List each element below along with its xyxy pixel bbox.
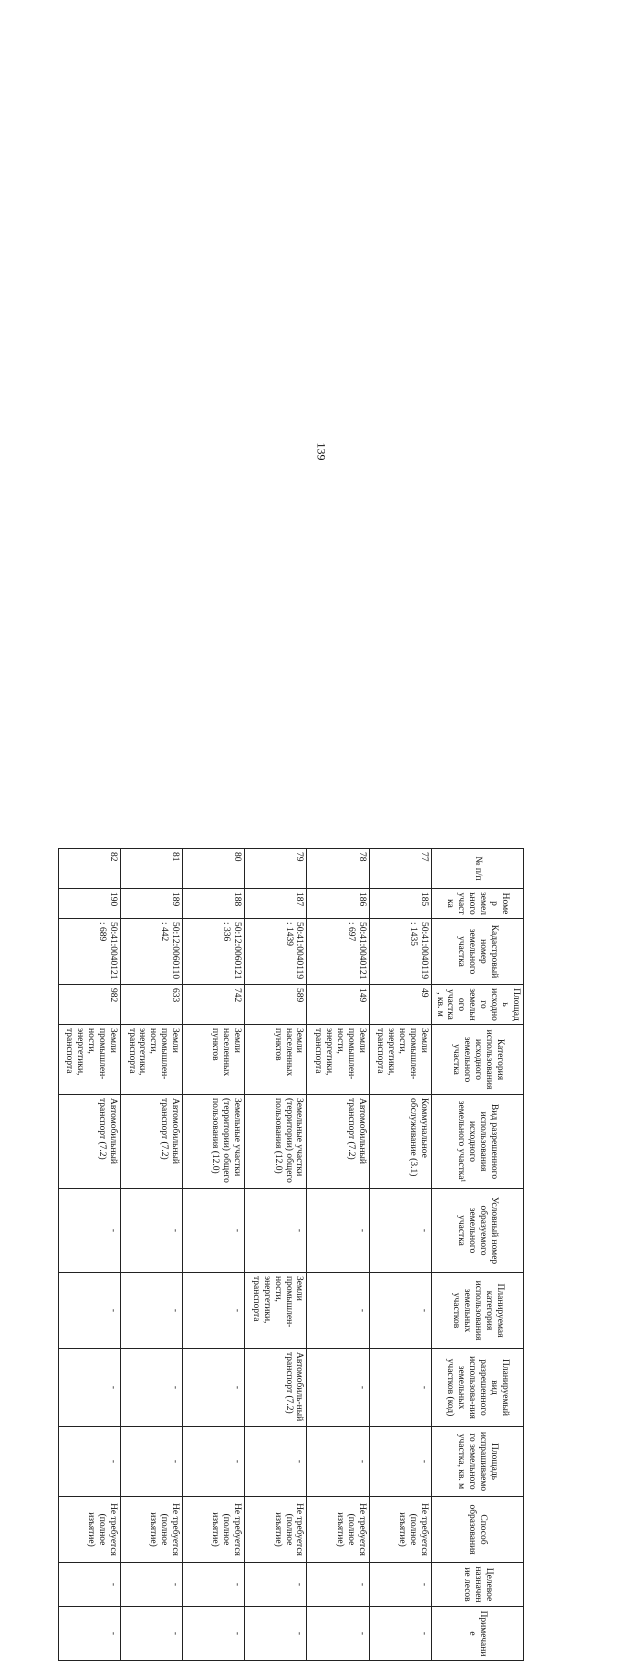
- column-header: № п/п: [431, 849, 523, 889]
- planned-category-cell: -: [183, 1273, 245, 1349]
- note-cell: -: [369, 1607, 431, 1661]
- note-cell: -: [121, 1607, 183, 1661]
- table-row: [183, 849, 245, 1661]
- column-header: Площадь испрашиваемого земельного участка, кв. м: [431, 1427, 523, 1497]
- planned-category-cell: -: [307, 1273, 369, 1349]
- table-row: [59, 849, 121, 1661]
- plot-number-cell: 190: [59, 889, 121, 919]
- source-area-cell: 633: [121, 985, 183, 1025]
- conditional-number-cell: -: [307, 1189, 369, 1273]
- row-number-cell: 81: [121, 849, 183, 889]
- requested-area-cell: -: [59, 1427, 121, 1497]
- table-row: [121, 849, 183, 1661]
- plot-number-cell: 188: [183, 889, 245, 919]
- cadastral-number-cell: 50:41:0040121: 697: [307, 919, 369, 985]
- forest-purpose-cell: -: [369, 1563, 431, 1607]
- source-area-cell: 982: [59, 985, 121, 1025]
- plot-number-cell: 187: [245, 889, 307, 919]
- cadastral-number-cell: 50:12:0060110: 442: [121, 919, 183, 985]
- planned-category-cell: Земли промышлен-ности, энергетики, транспорта: [245, 1273, 307, 1349]
- formation-method-cell: Не требуется (полное изъятие): [121, 1497, 183, 1563]
- column-header: Целевое назначение лесов: [431, 1563, 523, 1607]
- land-category-cell: Земли промышлен-ности, энергетики, транспорта: [121, 1025, 183, 1095]
- rotated-table-frame: [58, 848, 524, 1660]
- land-category-cell: Земли промышлен-ности, энергетики, транспорта: [369, 1025, 431, 1095]
- table-row: [245, 849, 307, 1661]
- note-cell: -: [307, 1607, 369, 1661]
- table-row: [307, 849, 369, 1661]
- forest-purpose-cell: -: [183, 1563, 245, 1607]
- land-plots-table: [58, 848, 524, 1661]
- planned-use-cell: -: [59, 1349, 121, 1427]
- planned-use-cell: -: [369, 1349, 431, 1427]
- cadastral-number-cell: 50:41:0040121: 689: [59, 919, 121, 985]
- conditional-number-cell: -: [245, 1189, 307, 1273]
- column-header: Вид разрешенного использования исходного земельного участка¹: [431, 1095, 523, 1189]
- land-category-cell: Земли населенных пунктов: [245, 1025, 307, 1095]
- planned-use-cell: -: [183, 1349, 245, 1427]
- requested-area-cell: -: [307, 1427, 369, 1497]
- land-category-cell: Земли населенных пунктов: [183, 1025, 245, 1095]
- permitted-use-cell: Автомобильный транспорт (7.2): [307, 1095, 369, 1189]
- formation-method-cell: Не требуется (полное изъятие): [245, 1497, 307, 1563]
- conditional-number-cell: -: [121, 1189, 183, 1273]
- permitted-use-cell: Коммунальное обслуживание (3.1): [369, 1095, 431, 1189]
- planned-category-cell: -: [369, 1273, 431, 1349]
- planned-use-cell: Автомобиль-ный транспорт (7.2): [245, 1349, 307, 1427]
- requested-area-cell: -: [245, 1427, 307, 1497]
- forest-purpose-cell: -: [121, 1563, 183, 1607]
- column-header: Способ образования: [431, 1497, 523, 1563]
- column-header: Примечание: [431, 1607, 523, 1661]
- requested-area-cell: -: [183, 1427, 245, 1497]
- formation-method-cell: Не требуется (полное изъятие): [183, 1497, 245, 1563]
- row-number-cell: 77: [369, 849, 431, 889]
- permitted-use-cell: Автомобильный транспорт (7.2): [59, 1095, 121, 1189]
- column-header: Условный номер образуемого земельного участка: [431, 1189, 523, 1273]
- formation-method-cell: Не требуется (полное изъятие): [369, 1497, 431, 1563]
- column-header: Номер земельного участка: [431, 889, 523, 919]
- source-area-cell: 589: [245, 985, 307, 1025]
- conditional-number-cell: -: [183, 1189, 245, 1273]
- row-number-cell: 79: [245, 849, 307, 889]
- forest-purpose-cell: -: [307, 1563, 369, 1607]
- planned-category-cell: -: [59, 1273, 121, 1349]
- row-number-cell: 80: [183, 849, 245, 889]
- conditional-number-cell: -: [369, 1189, 431, 1273]
- permitted-use-cell: Автомобильный транспорт (7.2): [121, 1095, 183, 1189]
- source-area-cell: 149: [307, 985, 369, 1025]
- formation-method-cell: Не требуется (полное изъятие): [59, 1497, 121, 1563]
- note-cell: -: [59, 1607, 121, 1661]
- source-area-cell: 742: [183, 985, 245, 1025]
- column-header: Планируемый вид разрешенного использова-ния земельных участков (код): [431, 1349, 523, 1427]
- row-number-cell: 78: [307, 849, 369, 889]
- note-cell: -: [245, 1607, 307, 1661]
- formation-method-cell: Не требуется (полное изъятие): [307, 1497, 369, 1563]
- requested-area-cell: -: [121, 1427, 183, 1497]
- land-plots-table-container: [58, 36, 524, 1657]
- column-header: Площадь исходного земельного участка, кв. м: [431, 985, 523, 1025]
- permitted-use-cell: Земельные участки (территории) общего пользования (12.0): [183, 1095, 245, 1189]
- column-header: Планируемая категория использования земельных участков: [431, 1273, 523, 1349]
- plot-number-cell: 186: [307, 889, 369, 919]
- plot-number-cell: 185: [369, 889, 431, 919]
- cadastral-number-cell: 50:41:0040119: 1439: [245, 919, 307, 985]
- page-number: 139: [314, 442, 329, 460]
- column-header: Кадастровый номер земельного участка: [431, 919, 523, 985]
- land-category-cell: Земли промышлен-ности, энергетики, транспорта: [59, 1025, 121, 1095]
- forest-purpose-cell: -: [245, 1563, 307, 1607]
- land-category-cell: Земли промышлен-ности, энергетики, транспорта: [307, 1025, 369, 1095]
- source-area-cell: 49: [369, 985, 431, 1025]
- header-row: [431, 849, 523, 1661]
- cadastral-number-cell: 50:12:0060121: 336: [183, 919, 245, 985]
- requested-area-cell: -: [369, 1427, 431, 1497]
- planned-category-cell: -: [121, 1273, 183, 1349]
- conditional-number-cell: -: [59, 1189, 121, 1273]
- table-row: [369, 849, 431, 1661]
- permitted-use-cell: Земельные участки (территории) общего пользования (12.0): [245, 1095, 307, 1189]
- column-header: Категория использования исходного земельного участка: [431, 1025, 523, 1095]
- forest-purpose-cell: -: [59, 1563, 121, 1607]
- note-cell: -: [183, 1607, 245, 1661]
- cadastral-number-cell: 50:41:0040119: 1435: [369, 919, 431, 985]
- plot-number-cell: 189: [121, 889, 183, 919]
- planned-use-cell: -: [307, 1349, 369, 1427]
- planned-use-cell: -: [121, 1349, 183, 1427]
- row-number-cell: 82: [59, 849, 121, 889]
